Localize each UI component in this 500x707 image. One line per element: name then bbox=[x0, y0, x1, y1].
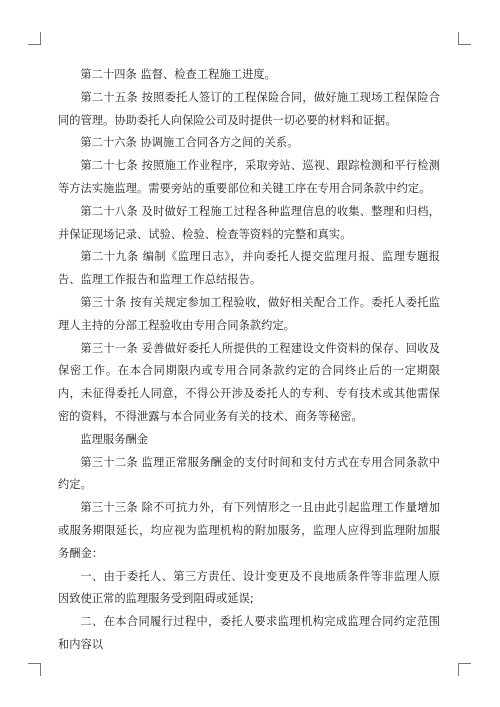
document-body bbox=[58, 64, 440, 657]
article-27: 第二十七条 按照施工作业程序，采取旁站、巡视、跟踪检测和平行检测等方法实施监理。需要旁站的重要部位和关键工序在专用合同条款中约定。 bbox=[58, 159, 440, 195]
section-heading-service-fee: 监理服务酬金 bbox=[80, 432, 149, 446]
clause-item-1: 一、由于委托人、第三方责任、设计变更及不良地质条件等非监理人原因致使正常的监理服务受到阻碍或延误; bbox=[58, 569, 440, 606]
crop-mark-top-left bbox=[28, 32, 41, 45]
article-29: 第二十九条 编制《监理日志》，并向委托人提交监理月报、监理专题报告、监理工作报告和监理工作总结报告。 bbox=[58, 250, 440, 287]
crop-mark-top-right bbox=[458, 32, 471, 45]
article-30: 第三十条 按有关规定参加工程验收，做好相关配合工作。委托人委托监理人主持的分部工程验收由专用合同条款约定。 bbox=[58, 295, 440, 332]
article-25: 第二十五条 按照委托人签订的工程保险合同，做好施工现场工程保险合同的管理。协助委托人向保险公司及时提供一切必要的材料和证据。 bbox=[58, 90, 440, 127]
article-28: 第二十八条 及时做好工程施工过程各种监理信息的收集、整理和归档，并保证现场记录、试验、检验、检查等资料的完整和真实。 bbox=[58, 204, 440, 241]
crop-mark-bottom-right bbox=[458, 663, 471, 676]
crop-mark-bottom-left bbox=[28, 663, 41, 676]
article-31: 第三十一条 妥善做好委托人所提供的工程建设文件资料的保存、回收及保密工作。在本合同期限内或专用合同条款约定的合同终止后的一定期限内，未征得委托人同意，不得公开涉及委托人的专利、专有技术或其他需保密的资料，不得泄露与本合同业务有关的技术、商务等秘密。 bbox=[58, 341, 440, 423]
article-26: 第二十六条 协调施工合同各方之间的关系。 bbox=[80, 136, 299, 150]
article-24: 第二十四条 监督、检查工程施工进度。 bbox=[80, 68, 276, 81]
article-32: 第三十二条 监理正常服务酬金的支付时间和支付方式在专用合同条款中约定。 bbox=[58, 455, 440, 492]
clause-item-2: 二、在本合同履行过程中，委托人要求监理机构完成监理合同约定范围和内容以 bbox=[58, 615, 440, 651]
article-33: 第三十三条 除不可抗力外，有下列情形之一且由此引起监理工作量增加或服务期限延长，均应视为监理机构的附加服务，监理人应得到监理附加服务酬金： bbox=[58, 501, 440, 560]
